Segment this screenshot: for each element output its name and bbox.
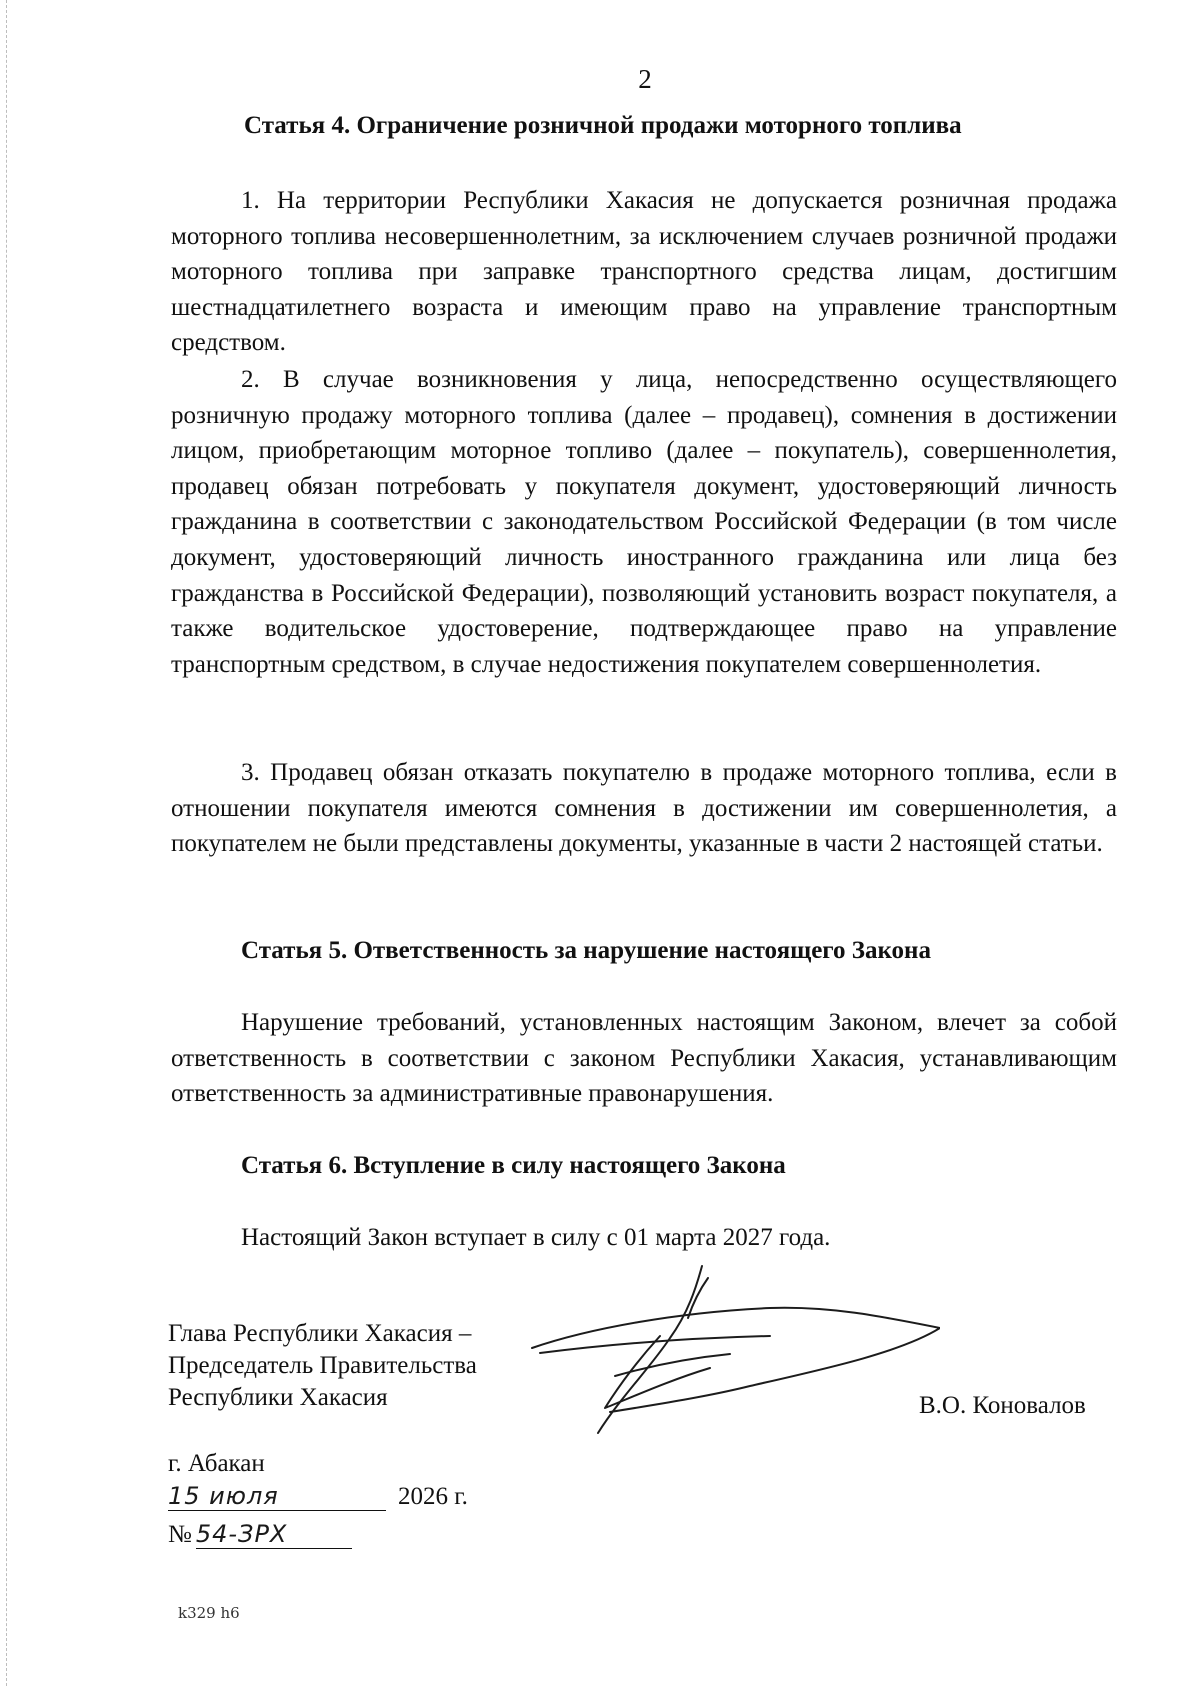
signer-title-line-1: Глава Республики Хакасия – (168, 1320, 472, 1347)
number-sign: № (168, 1521, 192, 1548)
article-5-paragraph: Нарушение требований, установленных настоящим Законом, влечет за собой ответственность в соответствии с законом Республики Хакасия, устанавливающим ответственность за административные правонарушения. (171, 1009, 1117, 1108)
date-line (168, 1482, 468, 1511)
handwritten-date: 15 июля (168, 1482, 386, 1511)
article-4-paragraph-3: 3. Продавец обязан отказать покупателю в продаже моторного топлива, если в отношении покупателя имеются сомнения в достижении им совершеннолетия, а покупателем не были представлены документы, указанные в части 2 настоящей статьи. (171, 759, 1117, 858)
article-4-heading: Статья 4. Ограничение розничной продажи моторного топлива (244, 112, 962, 139)
article-4-paragraph-1: 1. На территории Республики Хакасия не допускается розничная продажа моторного топлива несовершеннолетним, за исключением случаев розничной продажи моторного топлива при заправке транспортного средства лицам, достигшим шестнадцатилетнего возраста и имеющим право на управление транспортным средством. (171, 187, 1117, 357)
handwritten-law-number: 54-ЗРХ (196, 1520, 352, 1549)
page-edge-line (6, 0, 7, 1686)
place-of-signing: г. Абакан (168, 1450, 265, 1477)
document-code: k329 h6 (178, 1604, 240, 1622)
handwritten-signature (520, 1258, 940, 1448)
signer-title-line-2: Председатель Правительства (168, 1352, 477, 1379)
signer-name: В.О. Коновалов (919, 1392, 1086, 1419)
article-5-heading: Статья 5. Ответственность за нарушение настоящего Закона (241, 937, 931, 964)
article-4-paragraph-2: 2. В случае возникновения у лица, непосредственно осуществляющего розничную продажу моторного топлива (далее – продавец), сомнения в достижении лицом, приобретающим моторное топливо (далее – покупатель), совершеннолетия, продавец обязан потребовать у покупателя документ, удостоверяющий личность гражданина в соответствии с законодательством Российской Федерации (в том числе документ, удостоверяющий личность иностранного гражданина или лица без гражданства в Российской Федерации), позволяющий установить возраст покупателя, а также водительское удостоверение, подтверждающее право на управление транспортным средством, в случае недостижения покупателем совершеннолетия. (171, 366, 1117, 678)
law-number-line (168, 1520, 352, 1549)
page-number: 2 (638, 64, 652, 94)
article-6-paragraph: Настоящий Закон вступает в силу с 01 марта 2027 года. (241, 1224, 831, 1251)
signer-title-line-3: Республики Хакасия (168, 1384, 388, 1411)
date-year: 2026 г. (398, 1483, 468, 1510)
article-6-heading: Статья 6. Вступление в силу настоящего Закона (241, 1152, 786, 1179)
